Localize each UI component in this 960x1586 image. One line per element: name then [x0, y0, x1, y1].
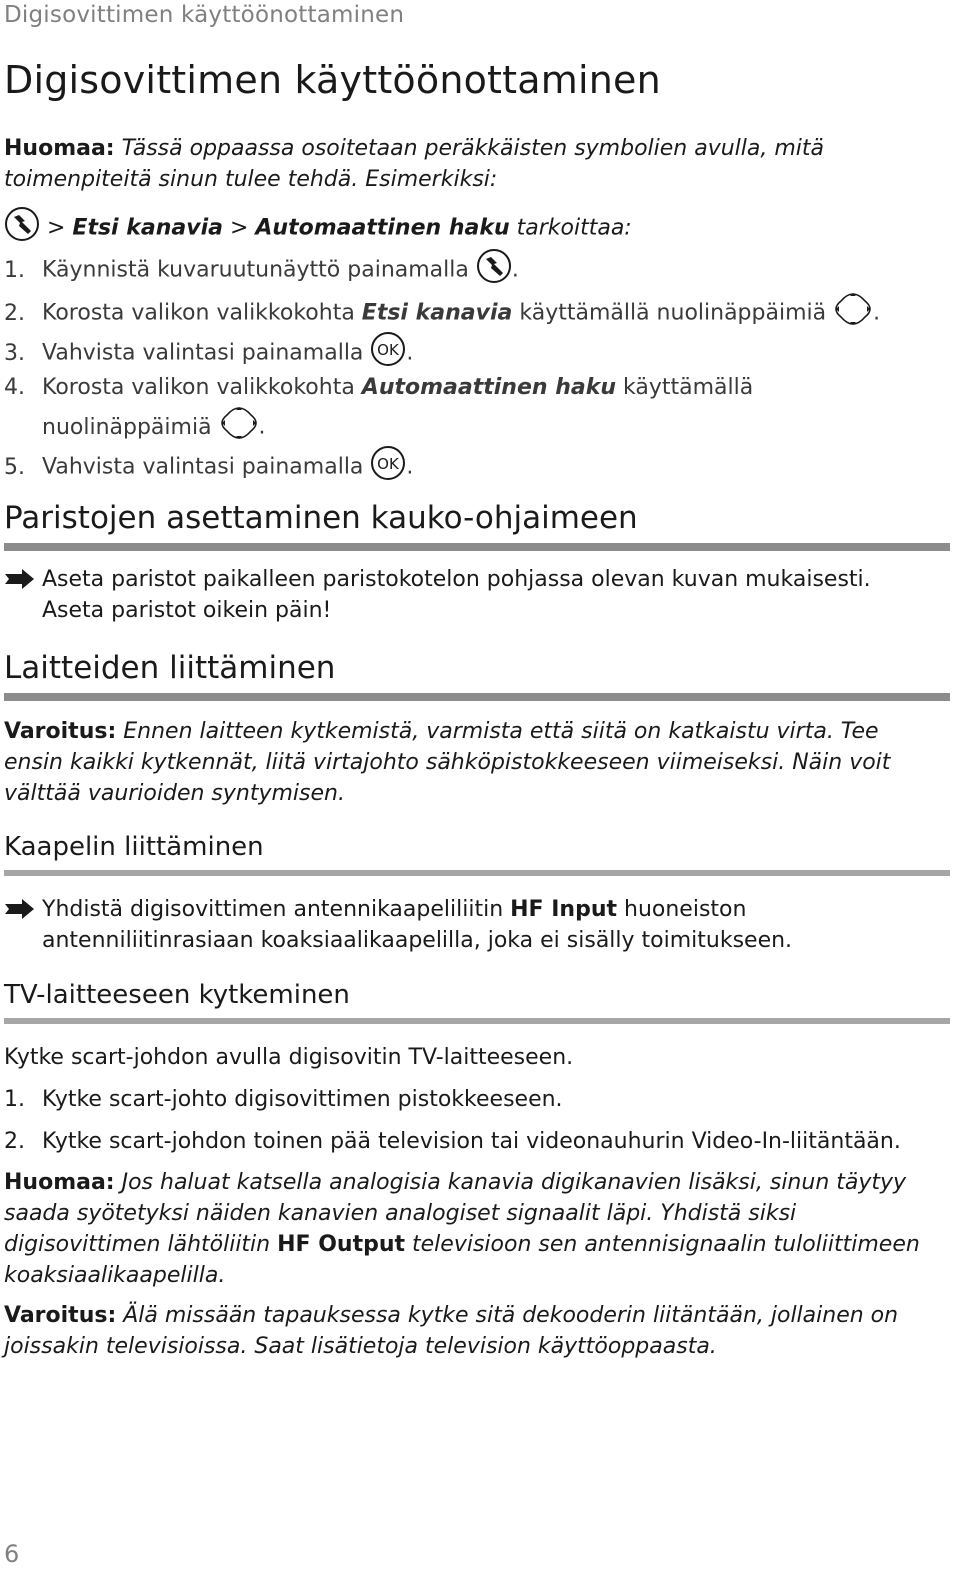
- navigation-keys-icon: [833, 289, 873, 338]
- step-1: 1. Käynnistä kuvaruutunäyttö painamalla .: [4, 248, 519, 293]
- svg-text:OK: OK: [377, 341, 400, 359]
- ok-button-icon: [370, 445, 406, 490]
- subsection-rule: [4, 1018, 950, 1024]
- tv-step-1: 1. Kytke scart-johto digisovittimen pistokkeeseen.: [4, 1087, 563, 1112]
- section-heading-devices: Laitteiden liittäminen: [4, 650, 336, 686]
- tv-step-2: 2. Kytke scart-johdon toinen pää television tai videonauhurin Video-In-liitäntään.: [4, 1129, 901, 1154]
- menu-path-example: > Etsi kanavia > Automaattinen haku tarkoittaa:: [4, 206, 632, 251]
- tv-intro: Kytke scart-johdon avulla digisovitin TV-laitteeseen.: [4, 1045, 574, 1070]
- tv-note: Huomaa: Jos haluat katsella analogisia kanavia digikanavien lisäksi, sinun täytyy saada syötetyksi näiden kanavien analogiset signaalit läpi. Yhdistä siksi digisovittimen lähtöliitin HF Output televisioon sen antennisignaalin tuloliittimeen koaksiaalikaapelilla.: [4, 1170, 920, 1288]
- wrench-icon: [4, 206, 40, 251]
- svg-text:OK: OK: [377, 455, 400, 473]
- wrench-icon: [476, 248, 512, 293]
- subsection-heading-cable: Kaapelin liittäminen: [4, 832, 264, 862]
- devices-warning: Varoitus: Ennen laitteen kytkemistä, varmista että siitä on katkaistu virta. Tee ensin kaikki kytkennät, liitä virtajohto sähköpistokkeeseen viimeiseksi. Näin voit välttää vaurioiden syntymisen.: [4, 719, 891, 806]
- step-3: 3. Vahvista valintasi painamalla OK .: [4, 331, 413, 376]
- page-number: 6: [4, 1540, 20, 1568]
- subsection-heading-tv: TV-laitteeseen kytkeminen: [4, 980, 350, 1010]
- cable-instruction: Yhdistä digisovittimen antennikaapeliliitin HF Input huoneiston antenniliitinrasiaan koaksiaalikaapelilla, joka ei sisälly toimitukseen.: [4, 894, 950, 956]
- step-5: 5. Vahvista valintasi painamalla OK .: [4, 445, 413, 490]
- running-header: Digisovittimen käyttöönottaminen: [4, 2, 405, 28]
- section-heading-batteries: Paristojen asettaminen kauko-ohjaimeen: [4, 500, 638, 536]
- arrow-right-icon: [4, 566, 36, 601]
- path-etsi-kanavia: Etsi kanavia: [72, 215, 223, 241]
- tv-warning: Varoitus: Älä missään tapauksessa kytke sitä dekooderin liitäntään, jollainen on joissakin televisioissa. Saat lisätietoja television käyttöoppaasta.: [4, 1303, 899, 1359]
- subsection-rule: [4, 870, 950, 876]
- step-4: 4. Korosta valikon valikkokohta Automaattinen haku käyttämällä nuolinäppäimiä .: [4, 372, 753, 452]
- note-label: Huomaa:: [4, 136, 115, 161]
- intro-note: [4, 133, 854, 195]
- batteries-instruction: Aseta paristot paikalleen paristokotelon pohjassa olevan kuvan mukaisesti. Aseta paristot oikein päin!: [4, 564, 934, 626]
- section-rule: [4, 693, 950, 701]
- arrow-right-icon: [4, 896, 36, 931]
- page-title: Digisovittimen käyttöönottaminen: [4, 58, 661, 102]
- step-2: 2. Korosta valikon valikkokohta Etsi kanavia käyttämällä nuolinäppäimiä .: [4, 289, 880, 338]
- section-rule: [4, 543, 950, 551]
- path-automaattinen-haku: Automaattinen haku: [255, 215, 510, 241]
- note-text: Tässä oppaassa osoitetaan peräkkäisten symbolien avulla, mitä toimenpiteitä sinun tulee tehdä. Esimerkiksi:: [4, 136, 825, 192]
- ok-button-icon: [370, 331, 406, 376]
